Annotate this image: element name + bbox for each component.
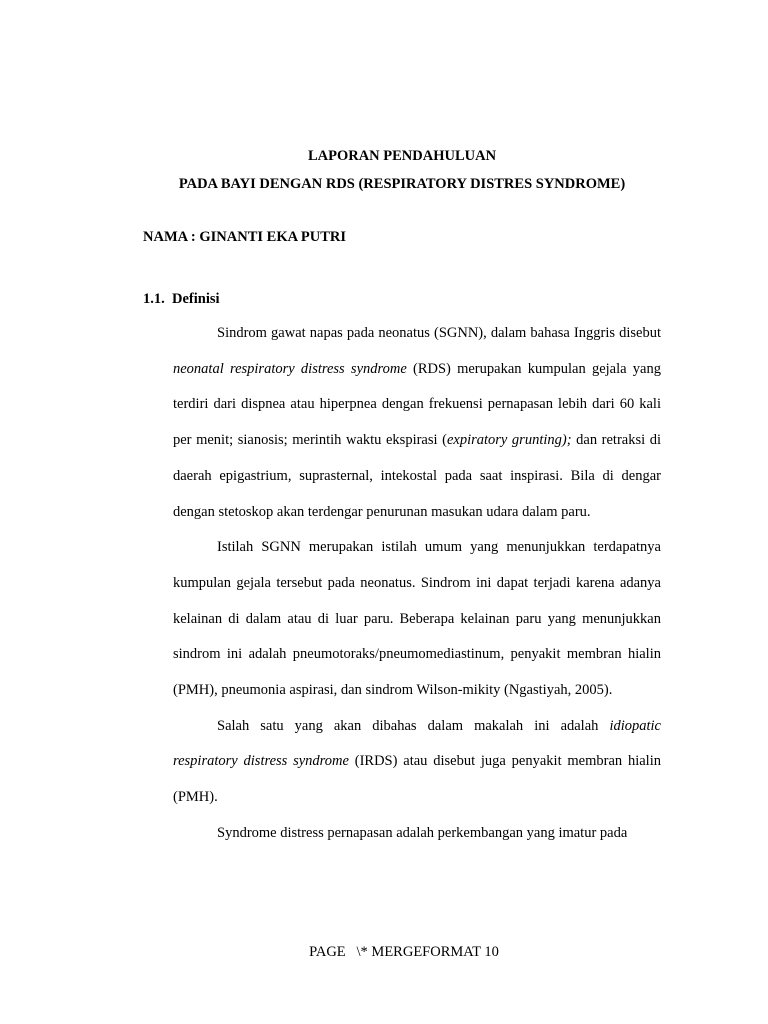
text-run: dan retraksi di daerah epigastrium, suprasternal, intekostal pada saat inspirasi. Bila di dengar dengan stetoskop akan terdengar penurunan masukan udara dalam paru. [173, 432, 661, 520]
paragraph-definition-3 [173, 709, 661, 816]
section-number: 1.1. [143, 291, 165, 307]
paragraph-definition-1 [173, 316, 661, 530]
text-run: Salah satu yang akan dibahas dalam makalah ini adalah [217, 717, 610, 734]
report-subtitle: PADA BAYI DENGAN RDS (RESPIRATORY DISTRES SYNDROME) [178, 176, 626, 192]
text-run: (IRDS) atau disebut juga penyakit membran hialin (PMH). [173, 753, 661, 806]
paragraph-definition-4 [173, 816, 661, 852]
section-heading [143, 289, 220, 309]
text-run: Sindrom gawat napas pada neonatus (SGNN), dalam bahasa Inggris disebut [217, 325, 661, 341]
body-text [173, 316, 661, 852]
text-run: Istilah SGNN merupakan istilah umum yang menunjukkan terdapatnya kumpulan gejala tersebut pada neonatus. Sindrom ini dapat terjadi karena adanya kelainan di dalam atau di luar paru. Beberapa kelainan paru yang menunjukkan sindrom ini adalah pneumotoraks/pneumomediastinum, penyakit membran hialin (PMH), pneumonia aspirasi, dan sindrom Wilson-mikity (Ngastiyah, 2005). [173, 539, 661, 699]
page-footer: PAGE \* MERGEFORMAT 10 [309, 944, 499, 960]
text-run: (RDS) merupakan kumpulan gejala yang terdiri dari dispnea atau hiperpnea dengan frekuensi pernapasan lebih dari 60 kali per menit; sianosis; merintih waktu ekspirasi ( [173, 360, 661, 449]
italic-term: expiratory grunting); [446, 432, 572, 449]
italic-term: idiopatic respiratory distress syndrome [173, 717, 661, 770]
report-title: LAPORAN PENDAHULUAN [307, 148, 497, 164]
italic-term: neonatal respiratory distress syndrome [173, 360, 407, 377]
author-name: NAMA : GINANTI EKA PUTRI [143, 229, 347, 245]
paragraph-definition-2 [173, 530, 661, 709]
text-run: Syndrome distress pernapasan adalah perkembangan yang imatur pada [217, 824, 628, 841]
section-title: Definisi [172, 291, 220, 307]
